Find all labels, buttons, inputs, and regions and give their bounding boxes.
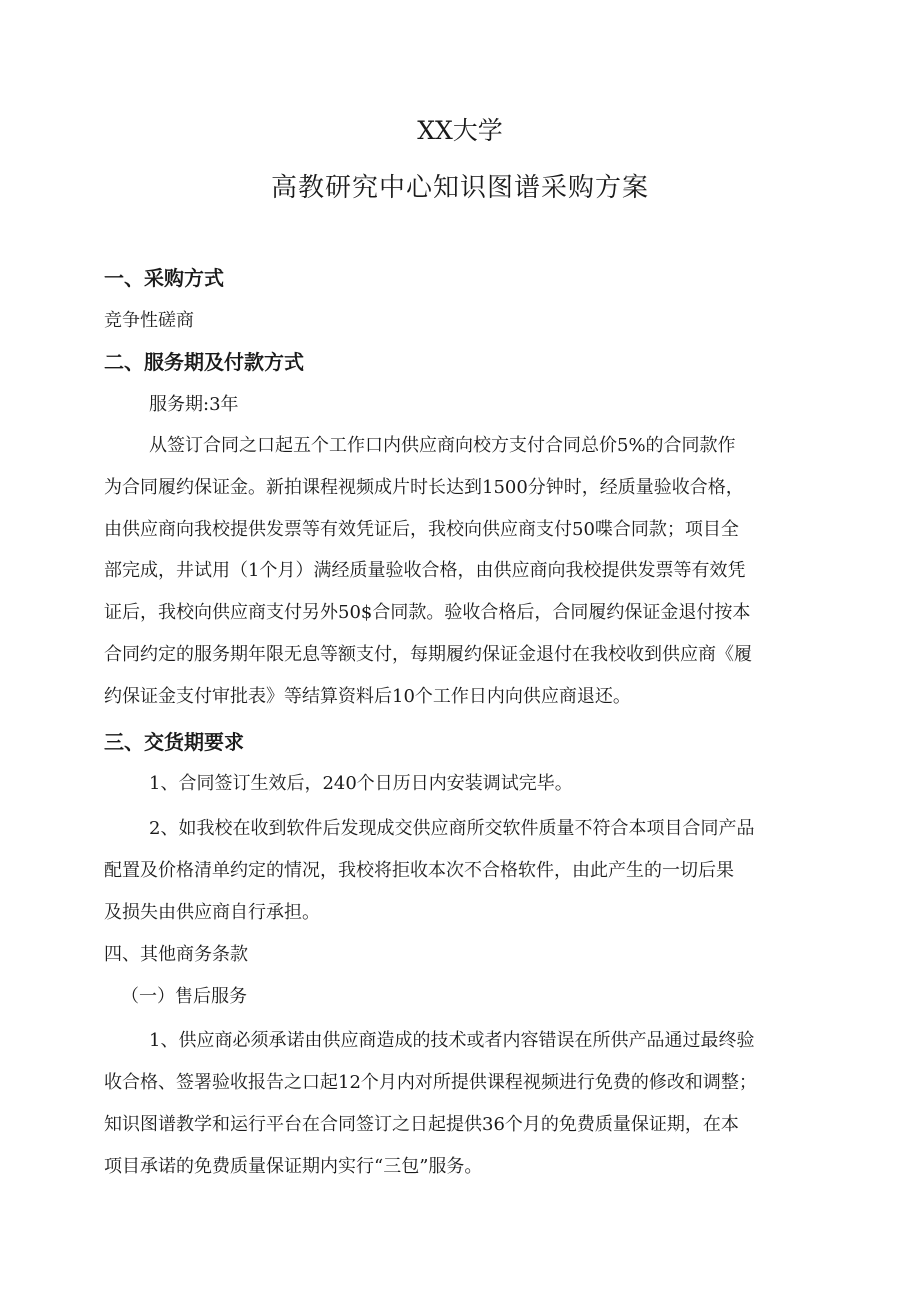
paragraph-line: 从签订合同之口起五个工作口内供应商向校方支付合同总价5%的合同款作 [149, 435, 736, 456]
paragraph-line: 知识图谱教学和运行平台在合同签订之日起提供36个月的免费质量保证期，在本 [104, 1114, 739, 1135]
document-title: 高教研究中心知识图谱采购方案 [270, 173, 649, 203]
paragraph-line: 项目承诺的免费质量保证期内实行“三包”服务。 [104, 1156, 483, 1177]
section-4-heading: 四、其他商务条款 [104, 944, 248, 965]
university-title: XX大学 [417, 116, 503, 145]
paragraph-line: 及损失由供应商自行承担。 [104, 902, 320, 923]
paragraph-line: 1、供应商必须承诺由供应商造成的技术或者内容错误在所供产品通过最终验 [149, 1030, 755, 1051]
paragraph-line: 2、如我校在收到软件后发现成交供应商所交软件质量不符合本项目合同产品 [149, 818, 755, 839]
paragraph-line: 配置及价格清单约定的情况，我校将拒收本次不合格软件，由此产生的一切后果 [104, 860, 734, 881]
paragraph-line: 证后，我校向供应商支付另外50$合同款。验收合格后，合同履约保证金退付按本 [104, 602, 751, 623]
section-3-heading: 三、交货期要求 [104, 730, 244, 754]
delivery-item-1: 1、合同签订生效后，240个日历日内安装调试完毕。 [149, 773, 573, 794]
paragraph-line: 为合同履约保证金。新拍课程视频成片时长达到1500分钟时，经质量验收合格， [104, 477, 744, 498]
paragraph-line: 由供应商向我校提供发票等有效凭证后，我校向供应商支付50喋合同款；项目全 [104, 519, 739, 540]
paragraph-line: 合同约定的服务期年限无息等额支付，每期履约保证金退付在我校收到供应商《履 [104, 644, 752, 665]
section-1-heading: 一、采购方式 [104, 266, 224, 290]
section-2-heading: 二、服务期及付款方式 [104, 350, 304, 374]
paragraph-line: 部完成，井试用（1个月）满经质量验收合格，由供应商向我校提供发票等有效凭 [104, 560, 746, 581]
subsection-after-sales: （一）售后服务 [121, 986, 247, 1007]
service-period: 服务期:3年 [149, 394, 239, 415]
section-1-body: 竞争性磋商 [104, 310, 194, 331]
paragraph-line: 约保证金支付审批表》等结算资料后10个工作日内向供应商退还。 [104, 686, 631, 707]
paragraph-line: 收合格、签署验收报告之口起12个月内对所提供课程视频进行免费的修改和调整； [104, 1072, 757, 1093]
